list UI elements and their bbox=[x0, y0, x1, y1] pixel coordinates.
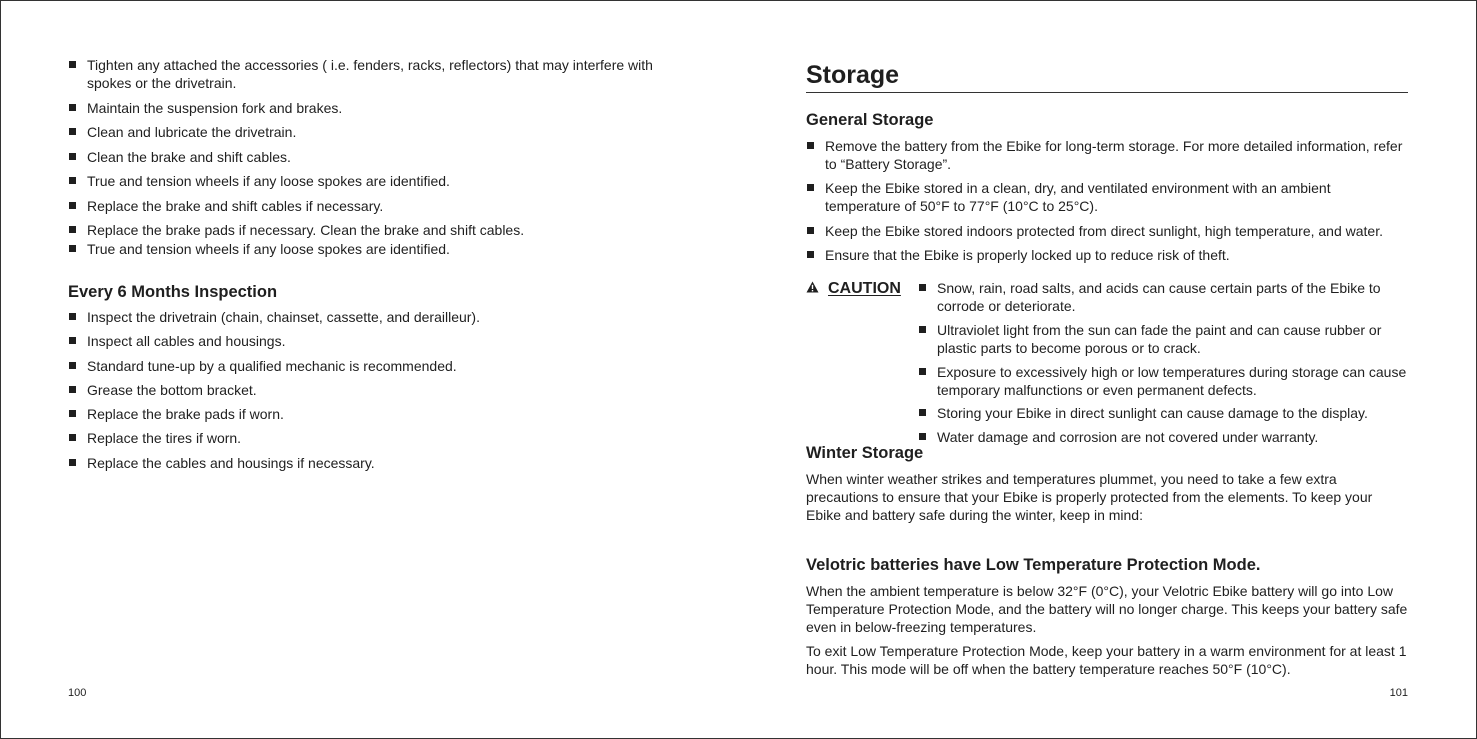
list-item: Replace the brake pads if worn. bbox=[68, 405, 668, 423]
list-item: True and tension wheels if any loose spokes are identified. bbox=[68, 240, 668, 258]
list-item: Remove the battery from the Ebike for long-term storage. For more detailed information, refer to “Battery Storage”. bbox=[806, 137, 1408, 173]
page-number: 101 bbox=[1389, 687, 1408, 699]
list-item: Keep the Ebike stored indoors protected from direct sunlight, high temperature, and water. bbox=[806, 222, 1408, 240]
page-title: Storage bbox=[806, 60, 1408, 93]
list-item: Ensure that the Ebike is properly locked up to reduce risk of theft. bbox=[806, 246, 1408, 264]
list-item: Inspect all cables and housings. bbox=[68, 332, 668, 350]
list-item: Replace the cables and housings if necessary. bbox=[68, 454, 668, 472]
list-item: Ultraviolet light from the sun can fade the paint and can cause rubber or plastic parts to become porous or to crack. bbox=[918, 321, 1408, 357]
list-item: Replace the brake and shift cables if necessary. bbox=[68, 197, 668, 215]
maintenance-list bbox=[68, 56, 668, 265]
section-heading: Winter Storage bbox=[806, 444, 924, 462]
caution-list bbox=[918, 279, 1408, 452]
list-item: Standard tune-up by a qualified mechanic is recommended. bbox=[68, 357, 668, 375]
velotric-paragraph: To exit Low Temperature Protection Mode, keep your battery in a warm environment for at least 1 hour. This mode will be off when the battery temperature reaches 50°F (10°C). bbox=[806, 643, 1407, 677]
list-item: Tighten any attached the accessories ( i.e. fenders, racks, reflectors) that may interfere with spokes or the drivetrain. bbox=[68, 56, 668, 92]
winter-paragraph: When winter weather strikes and temperatures plummet, you need to take a few extra precautions to ensure that your Ebike is properly protected from the elements. To keep your Ebike and battery safe during the winter, keep in mind: bbox=[806, 471, 1373, 523]
list-item: Exposure to excessively high or low temperatures during storage can cause temporary malfunctions or even permanent defects. bbox=[918, 363, 1408, 399]
list-item: Snow, rain, road salts, and acids can cause certain parts of the Ebike to corrode or deteriorate. bbox=[918, 279, 1408, 315]
list-item: True and tension wheels if any loose spokes are identified. bbox=[68, 172, 668, 190]
section-heading: Every 6 Months Inspection bbox=[68, 283, 278, 301]
list-item: Clean and lubricate the drivetrain. bbox=[68, 123, 668, 141]
list-item: Clean the brake and shift cables. bbox=[68, 148, 668, 166]
warning-triangle-icon bbox=[806, 279, 819, 299]
list-item: Replace the tires if worn. bbox=[68, 429, 668, 447]
general-storage-list bbox=[806, 137, 1408, 270]
page-number: 100 bbox=[68, 687, 87, 699]
inspection-list bbox=[68, 308, 668, 478]
left-page bbox=[68, 0, 668, 739]
caution-label: CAUTION bbox=[828, 280, 901, 297]
list-item: Water damage and corrosion are not covered under warranty. bbox=[918, 428, 1408, 446]
section-heading: General Storage bbox=[806, 111, 934, 129]
right-page bbox=[806, 0, 1408, 739]
list-item: Maintain the suspension fork and brakes. bbox=[68, 99, 668, 117]
velotric-paragraph: When the ambient temperature is below 32°F (0°C), your Velotric Ebike battery will go into Low Temperature Protection Mode, and the battery will no longer charge. This keeps your battery safe even in below-freezing temperatures. bbox=[806, 583, 1408, 635]
caution-callout bbox=[806, 279, 901, 299]
list-item: Storing your Ebike in direct sunlight can cause damage to the display. bbox=[918, 404, 1408, 422]
list-item: Grease the bottom bracket. bbox=[68, 381, 668, 399]
list-item: Inspect the drivetrain (chain, chainset, cassette, and derailleur). bbox=[68, 308, 668, 326]
list-item: Replace the brake pads if necessary. Clean the brake and shift cables. bbox=[68, 221, 668, 239]
list-item: Keep the Ebike stored in a clean, dry, and ventilated environment with an ambient temperature of 50°F to 77°F (10°C to 25°C). bbox=[806, 179, 1408, 215]
section-heading: Velotric batteries have Low Temperature Protection Mode. bbox=[806, 556, 1261, 574]
